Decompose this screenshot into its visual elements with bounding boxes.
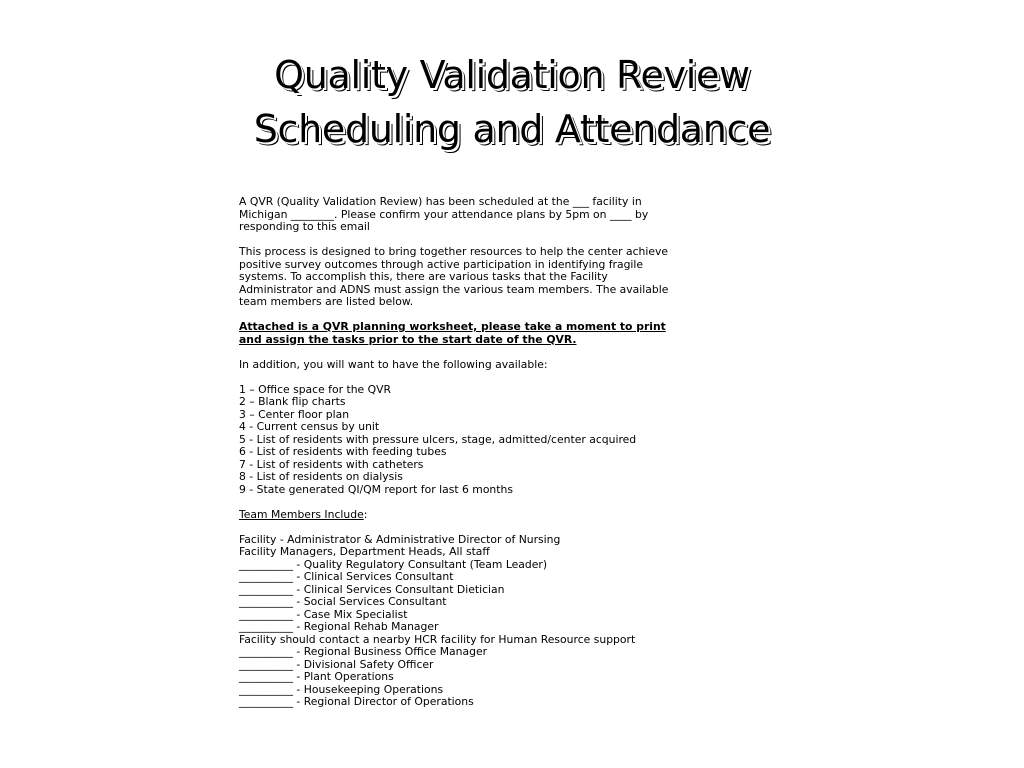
list-item: 3 – Center floor plan <box>239 407 350 421</box>
intro-line: Michigan ________. Please confirm your attendance plans by 5pm on ____ by <box>239 207 649 221</box>
team-heading-colon: : <box>363 507 368 521</box>
intro-line: A QVR (Quality Validation Review) has been scheduled at the ___ facility in <box>239 195 642 208</box>
attached-notice <box>239 321 739 346</box>
attached-line: and assign the tasks prior to the start date of the QVR. <box>239 332 577 346</box>
process-line: This process is designed to bring together resources to help the center achieve <box>239 245 669 258</box>
team-heading <box>239 509 739 522</box>
process-line: team members are listed below. <box>239 295 414 308</box>
intro-line: responding to this email <box>239 220 370 233</box>
team-member-line: __________ - Regional Director of Operations <box>239 695 474 708</box>
addition-text <box>239 359 739 372</box>
list-item: 9 - State generated QI/QM report for last 6 months <box>239 482 513 496</box>
list-item: 6 - List of residents with feeding tubes <box>239 445 447 458</box>
slide-title <box>0 48 1024 156</box>
team-members-list <box>239 534 739 709</box>
team-member-line: Facility Managers, Department Heads, All staff <box>239 545 490 558</box>
addition-line: In addition, you will want to have the following available: <box>239 357 548 371</box>
available-items-list <box>239 384 739 497</box>
team-member-line: __________ - Regional Rehab Manager <box>239 620 439 633</box>
process-paragraph <box>239 246 739 309</box>
team-member-line: __________ - Plant Operations <box>239 670 394 683</box>
team-member-line: __________ - Regional Business Office Manager <box>239 645 488 658</box>
list-item: 4 - Current census by unit <box>239 420 380 433</box>
intro-paragraph <box>239 196 739 234</box>
title-line-2: Scheduling and Attendance <box>253 107 771 151</box>
process-line: systems. To accomplish this, there are various tasks that the Facility <box>239 270 608 283</box>
team-heading-label: Team Members Include <box>239 507 364 521</box>
title-line-1: Quality Validation Review <box>274 53 750 97</box>
list-item: 8 - List of residents on dialysis <box>239 470 403 483</box>
team-member-line: __________ - Divisional Safety Officer <box>239 657 434 671</box>
attached-line: Attached is a QVR planning worksheet, please take a moment to print <box>239 320 666 333</box>
list-item: 1 – Office space for the QVR <box>239 382 391 396</box>
team-member-line: __________ - Housekeeping Operations <box>239 682 444 696</box>
team-member-line: __________ - Clinical Services Consultant <box>239 570 454 583</box>
team-member-line: __________ - Quality Regulatory Consultant (Team Leader) <box>239 557 548 571</box>
team-member-line: Facility should contact a nearby HCR facility for Human Resource support <box>239 632 636 646</box>
list-item: 7 - List of residents with catheters <box>239 457 424 471</box>
team-member-line: Facility - Administrator & Administrative Director of Nursing <box>239 532 561 546</box>
list-item: 2 – Blank flip charts <box>239 395 346 408</box>
team-member-line: __________ - Social Services Consultant <box>239 595 447 608</box>
team-member-line: __________ - Clinical Services Consultant Dietician <box>239 582 505 596</box>
process-line: positive survey outcomes through active participation in identifying fragile <box>239 257 644 271</box>
process-line: Administrator and ADNS must assign the various team members. The available <box>239 282 669 296</box>
list-item: 5 - List of residents with pressure ulcers, stage, admitted/center acquired <box>239 432 637 446</box>
team-member-line: __________ - Case Mix Specialist <box>239 607 408 621</box>
document-body <box>239 196 739 721</box>
